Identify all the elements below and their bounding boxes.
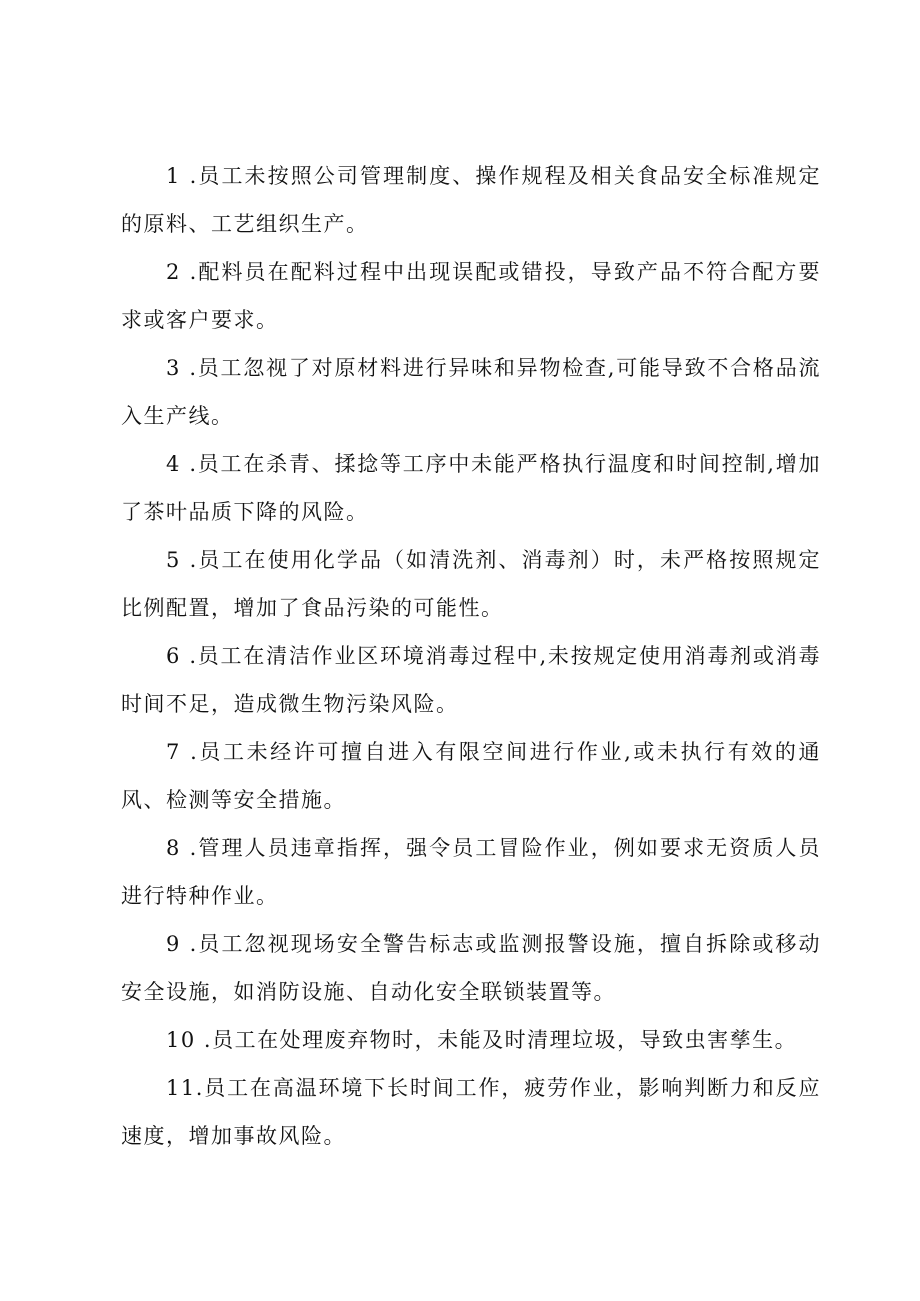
risk-item-7: 7 .员工未经许可擅自进入有限空间进行作业,或未执行有效的通风、检测等安全措施。 <box>121 740 821 812</box>
risk-item-9: 9 .员工忽视现场安全警告标志或监测报警设施，擅自拆除或移动安全设施，如消防设施、自动化安全联锁装置等。 <box>121 932 821 1004</box>
risk-item-10: 10 .员工在处理废弃物时，未能及时清理垃圾，导致虫害孳生。 <box>166 1028 798 1052</box>
risk-item-11: 11.员工在高温环境下长时间工作，疲劳作业，影响判断力和反应速度，增加事故风险。 <box>121 1076 821 1148</box>
risk-item-6: 6 .员工在清洁作业区环境消毒过程中,未按规定使用消毒剂或消毒时间不足，造成微生物污染风险。 <box>121 644 821 716</box>
risk-item-8: 8 .管理人员违章指挥，强令员工冒险作业，例如要求无资质人员进行特种作业。 <box>121 836 821 908</box>
risk-item-1: 1 .员工未按照公司管理制度、操作规程及相关食品安全标准规定的原料、工艺组织生产。 <box>121 164 821 236</box>
risk-item-list <box>121 152 821 1160</box>
risk-item-2: 2 .配料员在配料过程中出现误配或错投，导致产品不符合配方要求或客户要求。 <box>121 260 821 332</box>
risk-item-4: 4 .员工在杀青、揉捻等工序中未能严格执行温度和时间控制,增加了茶叶品质下降的风险。 <box>121 452 821 524</box>
risk-item-5: 5 .员工在使用化学品（如清洗剂、消毒剂）时，未严格按照规定比例配置，增加了食品污染的可能性。 <box>121 548 821 620</box>
risk-item-3: 3 .员工忽视了对原材料进行异味和异物检查,可能导致不合格品流入生产线。 <box>121 356 821 428</box>
